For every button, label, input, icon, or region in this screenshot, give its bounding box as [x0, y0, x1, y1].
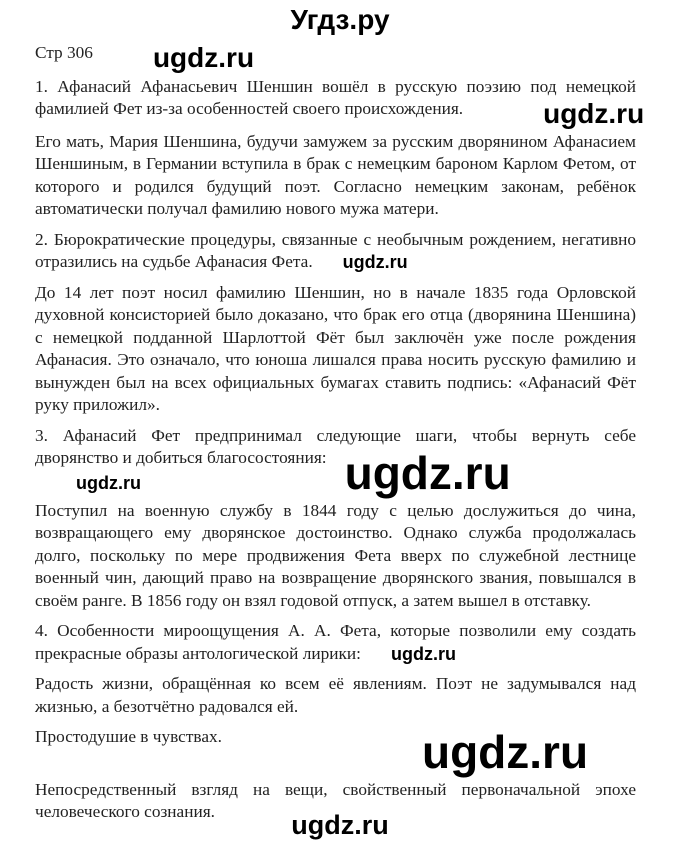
paragraph [35, 500, 636, 613]
paragraph-text: До 14 лет поэт носил фамилию Шеншин, но в начале 1835 года Орловской духовной консисторией было доказано, что брак его отца (дворянина Шеншина) с немецкой подданной Шарлоттой Фёт был заключён уже после рождения Афанасия. Это означало, что юноша лишался права носить русскую фамилию и вынужден был на всех официальных бумагах ставить подпись: «Афанасий Фёт руку приложил». [35, 282, 636, 414]
paragraph [35, 229, 636, 274]
watermark: ugdz.ru [390, 643, 456, 664]
paragraph [35, 131, 636, 221]
watermark: ugdz.ru [76, 472, 141, 493]
paragraph-text: Простодушие в чувствах. [35, 727, 222, 746]
watermark: ugdz.ru [543, 98, 645, 129]
page-reference: Стр 306 [35, 43, 93, 62]
watermark: ugdz.ru [342, 252, 408, 272]
paragraph-text: 4. Особенности мироощущения А. А. Фета, которые позволили ему создать прекрасные образы антологической лирики: [35, 621, 636, 663]
paragraph-text: Поступил на военную службу в 1844 году с целью дослужиться до чина, возвращающего ему дворянское достоинство. Однако служба продолжалась долго, поскольку по мере продвижения Фета вверх по служебной лестнице военный чин, дающий право на возвращение дворянского звания, повышался в своём ранге. В 1856 году он взял годовой отпуск, а затем вышел в отставку. [35, 500, 636, 610]
paragraph [35, 673, 636, 718]
paragraph-text: 3. Афанасий Фет предпринимал следующие шаги, чтобы вернуть себе дворянство и добиться благосостояния: [35, 425, 636, 467]
watermark: ugdz.ru [152, 42, 255, 73]
site-title: Угдз.ру [290, 4, 390, 35]
paragraph-text: Радость жизни, обращённая ко всем её явлениям. Поэт не задумывался над жизнью, а безотчётно радовался ей. [35, 674, 636, 716]
paragraph-text: 2. Бюрократические процедуры, связанные с необычным рождением, негативно отразились на судьбе Афанасия Фета. [35, 229, 636, 271]
paragraph [35, 425, 636, 499]
paragraph [35, 726, 636, 778]
paragraph [35, 76, 645, 129]
paragraph-text: Непосредственный взгляд на вещи, свойственный первоначальной эпохе человеческого сознания. [35, 779, 636, 821]
paragraph-text: 1. Афанасий Афанасьевич Шеншин вошёл в русскую поэзию под немецкой фамилией Фет из-за особенностей своего происхождения. [35, 76, 636, 118]
watermark: ugdz.ru [344, 447, 511, 499]
watermark: ugdz.ru [421, 726, 589, 778]
paragraph [35, 282, 636, 417]
document-body [35, 42, 645, 832]
watermark: ugdz.ru [291, 810, 389, 840]
paragraph-text: Его мать, Мария Шеншина, будучи замужем за русским дворянином Афанасием Шеншиным, в Германии вступила в брак с немецким бароном Карлом Фетом, от которого и родился будущий поэт. Согласно немецким законам, ребёнок автоматически получал фамилию нового мужа матери. [35, 131, 636, 218]
paragraph [35, 620, 636, 665]
page-reference-row [35, 42, 636, 73]
